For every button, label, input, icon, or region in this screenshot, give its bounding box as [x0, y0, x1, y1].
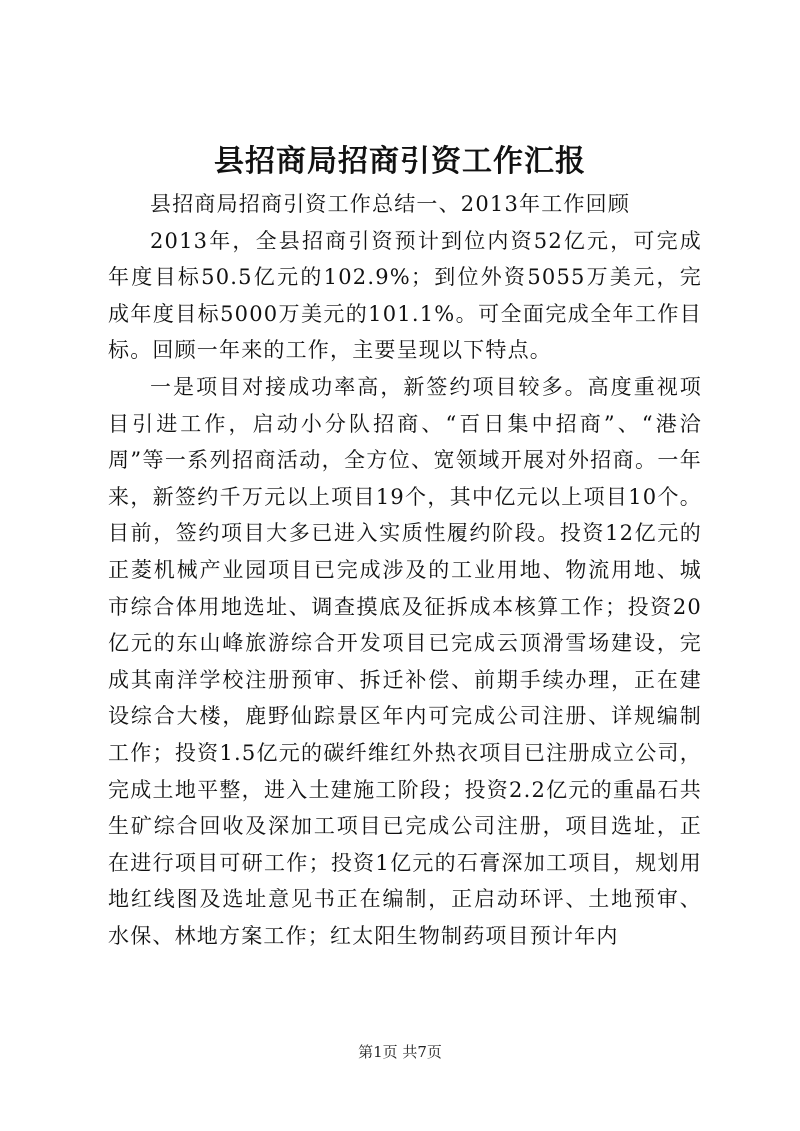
- document-body: [108, 186, 702, 954]
- paragraph-projects: 一是项目对接成功率高，新签约项目较多。高度重视项目引进工作，启动小分队招商、“百日集中招商”、“港洽周”等一系列招商活动，全方位、宽领域开展对外招商。一年来，新签约千万元以上项目19个，其中亿元以上项目10个。目前，签约项目大多已进入实质性履约阶段。投资12亿元的正菱机械产业园项目已完成涉及的工业用地、物流用地、城市综合体用地选址、调查摸底及征拆成本核算工作；投资20亿元的东山峰旅游综合开发项目已完成云顶滑雪场建设，完成其南洋学校注册预审、拆迁补偿、前期手续办理，正在建设综合大楼，鹿野仙踪景区年内可完成公司注册、详规编制工作；投资1.5亿元的碳纤维红外热衣项目已注册成立公司，完成土地平整，进入土建施工阶段；投资2.2亿元的重晶石共生矿综合回收及深加工项目已完成公司注册，项目选址，正在进行项目可研工作；投资1亿元的石膏深加工项目，规划用地红线图及选址意见书正在编制，正启动环评、土地预审、水保、林地方案工作；红太阳生物制药项目预计年内: [108, 374, 702, 948]
- page-footer: [0, 1042, 800, 1062]
- paragraph-intro: 县招商局招商引资工作总结一、2013年工作回顾: [150, 192, 631, 216]
- page-number: 第1页 共7页: [358, 1043, 442, 1061]
- document-title: 县招商局招商引资工作汇报: [214, 144, 586, 179]
- paragraph-summary: 2013年，全县招商引资预计到位内资52亿元，可完成年度目标50.5亿元的102.9%；到位外资5055万美元，完成年度目标5000万美元的101.1%。可全面完成全年工作目标。回顾一年来的工作，主要呈现以下特点。: [108, 228, 702, 363]
